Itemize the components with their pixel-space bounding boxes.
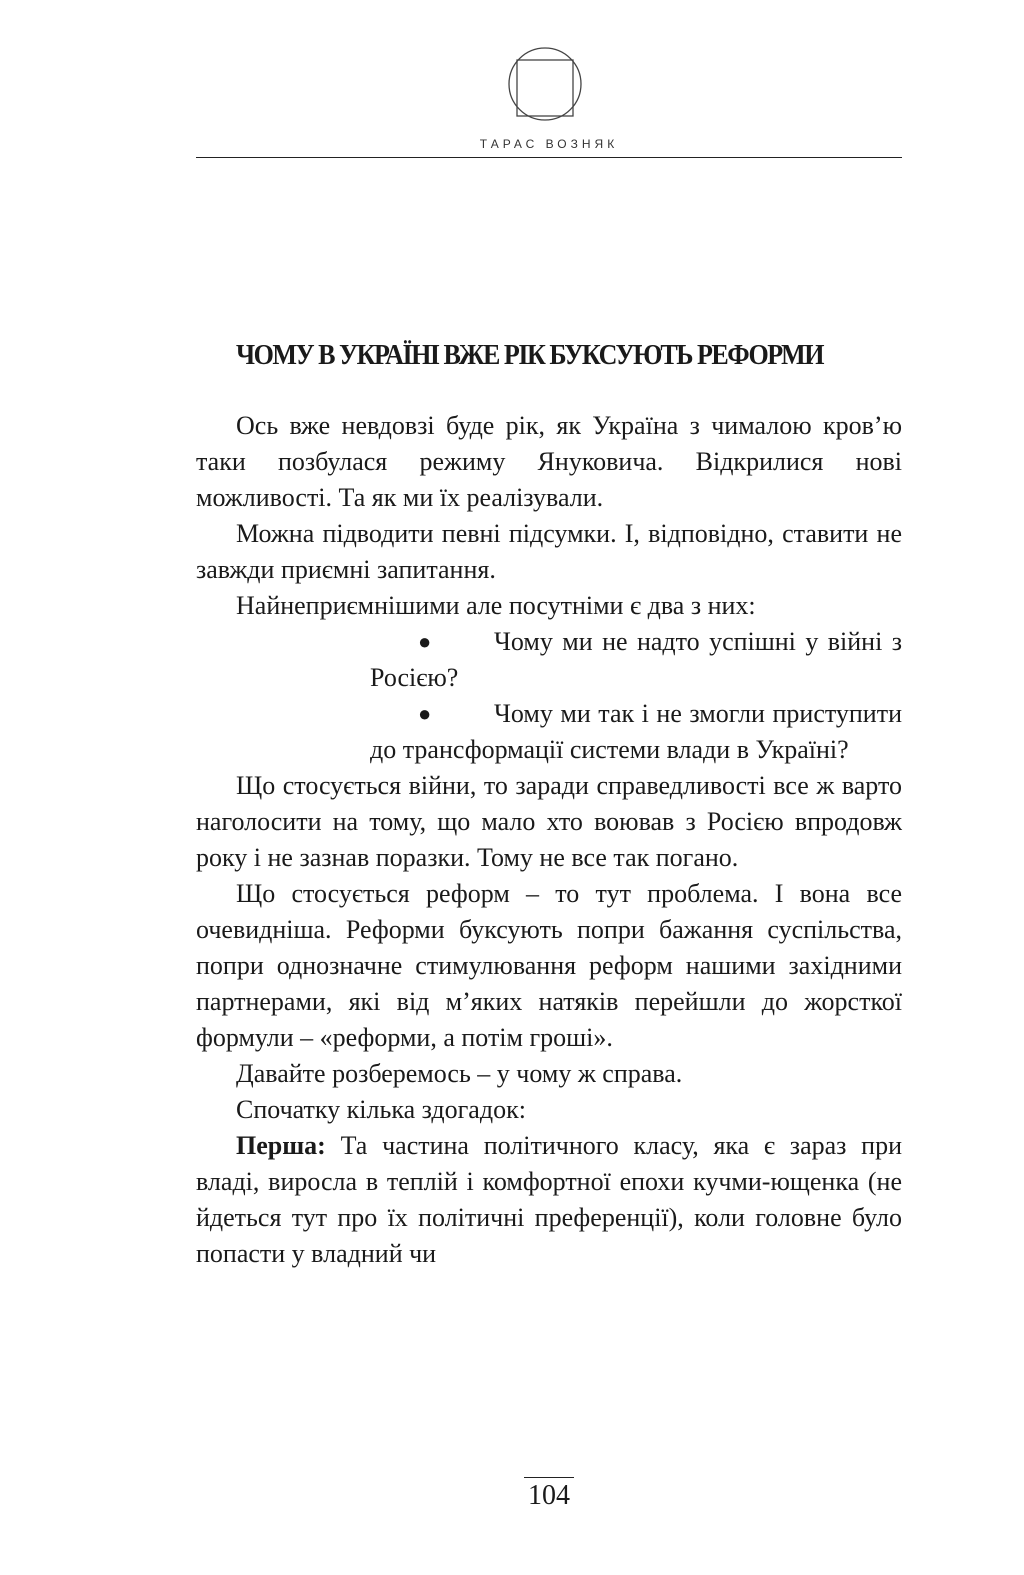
circle-square-logo-icon: [507, 46, 583, 122]
paragraph: Давайте розберемось – у чому ж справа.: [236, 1059, 683, 1088]
page-number: 104: [524, 1477, 574, 1512]
bullet-icon: ●: [418, 701, 432, 726]
paragraph: Найнеприємнішими але посутніми є два з них:: [236, 591, 756, 620]
running-head: ТАРАС ВОЗНЯК: [479, 137, 619, 151]
paragraph-label: Перша:: [236, 1131, 326, 1160]
chapter-title: ЧОМУ В УКРАЇНІ ВЖЕ РІК БУКСУЮТЬ РЕФОРМИ: [236, 340, 824, 371]
list-item-text: Чому ми так і не змогли приступити до трансформації системи влади в Україні?: [370, 699, 902, 764]
body-text: [196, 408, 902, 1272]
header-rule: [196, 157, 902, 158]
paragraph: [196, 1128, 902, 1272]
list-item: [370, 624, 902, 696]
bullet-icon: ●: [418, 629, 432, 654]
question-list: [370, 624, 902, 768]
paragraph-text: Та частина політичного класу, яка є зараз при владі, виросла в теплій і комфортної епохи кучми-ющенка (не йдеться тут про їх політичні преференції), коли головне було попасти у владний чи: [196, 1131, 902, 1268]
list-item-text: Чому ми не надто успішні у війні з Росією?: [370, 627, 902, 692]
paragraph: Що стосується реформ – то тут проблема. І вона все очевидніша. Реформи буксують попри бажання суспільства, попри однозначне стимулювання реформ нашими західними партнерами, які від м’яких натяків перейшли до жорсткої формули – «реформи, а потім гроші».: [196, 879, 902, 1052]
paragraph: Спочатку кілька здогадок:: [236, 1095, 526, 1124]
paragraph: Можна підводити певні підсумки. І, відповідно, ставити не завжди приємні запитання.: [196, 519, 902, 584]
paragraph: Що стосується війни, то заради справедливості все ж варто наголосити на тому, що мало хто воював з Росією впродовж року і не зазнав поразки. Тому не все так погано.: [196, 771, 902, 872]
page-number-container: [196, 1477, 902, 1512]
paragraph: Ось вже невдовзі буде рік, як Україна з чималою кров’ю таки позбулася режиму Януковича. Відкрилися нові можливості. Та як ми їх реалізували.: [196, 411, 902, 512]
list-item: [370, 696, 902, 768]
